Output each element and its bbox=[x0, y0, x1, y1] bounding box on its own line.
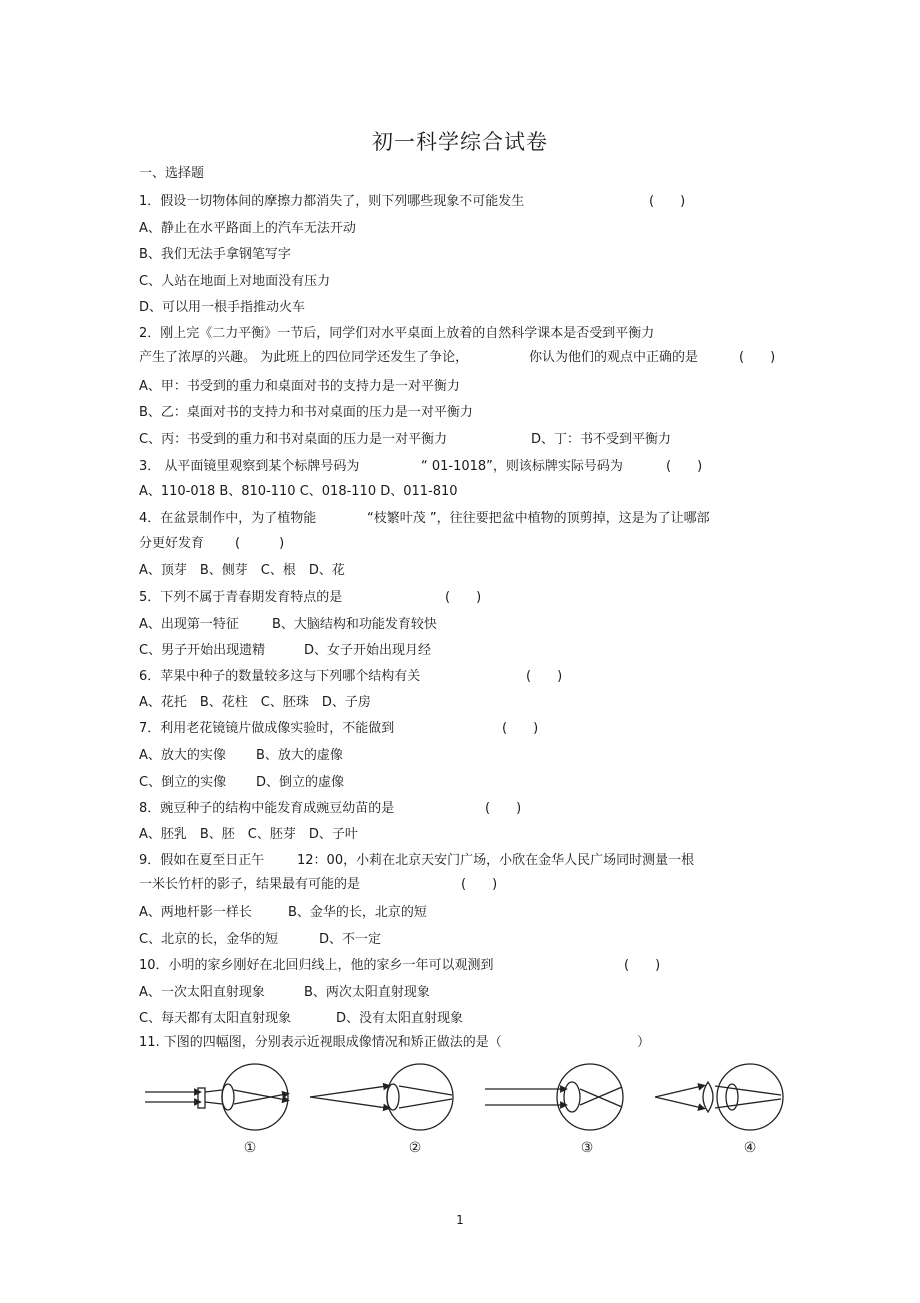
answer-bracket: ( ) bbox=[526, 669, 563, 684]
eye-diagrams bbox=[140, 1062, 810, 1162]
option: D、倒立的虚像 bbox=[256, 775, 345, 790]
question-text: 8．豌豆种子的结构中能发育成豌豆幼苗的是 bbox=[139, 801, 395, 816]
question-5 bbox=[139, 590, 482, 606]
option: B、放大的虚像 bbox=[256, 748, 343, 763]
question-text: 3． 从平面镜里观察到某个标牌号码为 bbox=[139, 459, 360, 474]
option: A、甲：书受到的重力和桌面对书的支持力是一对平衡力 bbox=[139, 379, 460, 394]
option: B、乙：桌面对书的支持力和书对桌面的压力是一对平衡力 bbox=[139, 405, 473, 420]
question-11 bbox=[139, 1035, 651, 1051]
question-text: 4．在盆景制作中，为了植物能 bbox=[139, 511, 317, 526]
option: A、出现第一特征 bbox=[139, 617, 239, 632]
option: B、金华的长，北京的短 bbox=[288, 905, 427, 920]
option: A、静止在水平路面上的汽车无法开动 bbox=[139, 221, 356, 236]
option-row: A、花托 B、花柱 C、胚珠 D、子房 bbox=[139, 695, 371, 710]
question-text: 分更好发育 bbox=[139, 536, 205, 551]
page-title: 初一科学综合试卷 bbox=[372, 130, 548, 154]
question-text: 12：00，小莉在北京天安门广场，小欣在金华人民广场同时测量一根 bbox=[297, 853, 695, 868]
question-4-cont bbox=[139, 536, 285, 552]
option: C、男子开始出现遗精 bbox=[139, 643, 266, 658]
option-row bbox=[139, 932, 382, 948]
option: D、不一定 bbox=[319, 932, 382, 947]
page-number: 1 bbox=[456, 1213, 464, 1227]
question-4 bbox=[139, 511, 710, 527]
question-2-cont bbox=[139, 350, 776, 366]
question-6 bbox=[139, 669, 563, 685]
question-1 bbox=[139, 194, 686, 210]
answer-bracket: ( ) bbox=[445, 590, 482, 605]
question-text: 5．下列不属于青春期发育特点的是 bbox=[139, 590, 343, 605]
option-row bbox=[139, 748, 343, 764]
question-9-cont bbox=[139, 877, 498, 893]
eye-diagram-3 bbox=[485, 1064, 623, 1130]
question-7 bbox=[139, 721, 539, 737]
question-text: “枝繁叶茂 ”，往往要把盆中植物的顶剪掉，这是为了让哪部 bbox=[367, 511, 710, 526]
question-text: 6．苹果中种子的数量较多这与下列哪个结构有关 bbox=[139, 669, 421, 684]
option-row bbox=[139, 432, 672, 448]
question-10 bbox=[139, 958, 661, 974]
eye-diagram-1 bbox=[145, 1064, 288, 1130]
question-text: 9．假如在夏至日正午 bbox=[139, 853, 265, 868]
option: B、我们无法手拿钢笔写字 bbox=[139, 247, 291, 262]
answer-bracket: ( ) bbox=[739, 350, 776, 365]
option-row bbox=[139, 775, 345, 791]
option: B、两次太阳直射现象 bbox=[304, 985, 430, 1000]
option: D、可以用一根手指推动火车 bbox=[139, 300, 306, 315]
answer-bracket: ( ) bbox=[485, 801, 522, 816]
question-text: 1．假设一切物体间的摩擦力都消失了，则下列哪些现象不可能发生 bbox=[139, 194, 525, 209]
answer-bracket: ( ) bbox=[649, 194, 686, 209]
answer-bracket: ） bbox=[637, 1035, 651, 1050]
option: D、女子开始出现月经 bbox=[304, 643, 432, 658]
eye-diagram-4 bbox=[655, 1064, 783, 1130]
question-8 bbox=[139, 801, 522, 817]
diagram-label: ① bbox=[243, 1140, 257, 1156]
option-row bbox=[139, 905, 427, 921]
section-heading: 一、选择题 bbox=[139, 166, 205, 181]
option: D、没有太阳直射现象 bbox=[336, 1011, 464, 1026]
option: A、放大的实像 bbox=[139, 748, 226, 763]
option: C、丙：书受到的重力和书对桌面的压力是一对平衡力 bbox=[139, 432, 448, 447]
option-row bbox=[139, 643, 432, 659]
option: C、每天都有太阳直射现象 bbox=[139, 1011, 292, 1026]
question-text: 11. 下图的四幅图，分别表示近视眼成像情况和矫正做法的是（ bbox=[139, 1035, 502, 1050]
answer-bracket: ( ) bbox=[461, 877, 498, 892]
eye-diagram-2 bbox=[310, 1064, 453, 1130]
question-text: 你认为他们的观点中正确的是 bbox=[529, 350, 699, 365]
question-text: “ 01-1018”，则该标牌实际号码为 bbox=[421, 459, 623, 474]
question-3 bbox=[139, 459, 703, 475]
option: A、一次太阳直射现象 bbox=[139, 985, 265, 1000]
diagram-label: ② bbox=[408, 1140, 422, 1156]
answer-bracket: ( ) bbox=[666, 459, 703, 474]
option: D、丁：书不受到平衡力 bbox=[531, 432, 672, 447]
option-row bbox=[139, 617, 437, 633]
question-text: 一米长竹杆的影子，结果最有可能的是 bbox=[139, 877, 361, 892]
diagram-label: ③ bbox=[580, 1140, 594, 1156]
option: C、倒立的实像 bbox=[139, 775, 227, 790]
answer-bracket: ( ) bbox=[235, 536, 285, 551]
option: C、人站在地面上对地面没有压力 bbox=[139, 274, 331, 289]
answer-bracket: ( ) bbox=[502, 721, 539, 736]
option-row: A、110-018 B、810-110 C、018-110 D、011-810 bbox=[139, 484, 458, 499]
diagram-label: ④ bbox=[743, 1140, 757, 1156]
option: A、两地杆影一样长 bbox=[139, 905, 252, 920]
question-text: 产生了浓厚的兴趣。 为此班上的四位同学还发生了争论， bbox=[139, 350, 469, 365]
option: C、北京的长，金华的短 bbox=[139, 932, 279, 947]
question-9 bbox=[139, 853, 695, 869]
option-row bbox=[139, 1011, 464, 1027]
option-row: A、胚乳 B、胚 C、胚芽 D、子叶 bbox=[139, 827, 358, 842]
option: B、大脑结构和功能发育较快 bbox=[272, 617, 437, 632]
answer-bracket: ( ) bbox=[624, 958, 661, 973]
option-row bbox=[139, 985, 430, 1001]
question-text: 7．利用老花镜镜片做成像实验时，不能做到 bbox=[139, 721, 395, 736]
question-text: 10．小明的家乡刚好在北回归线上，他的家乡一年可以观测到 bbox=[139, 958, 494, 973]
option-row: A、顶芽 B、侧芽 C、根 D、花 bbox=[139, 563, 345, 578]
question-2: 2．刚上完《二力平衡》一节后，同学们对水平桌面上放着的自然科学课本是否受到平衡力 bbox=[139, 326, 655, 341]
